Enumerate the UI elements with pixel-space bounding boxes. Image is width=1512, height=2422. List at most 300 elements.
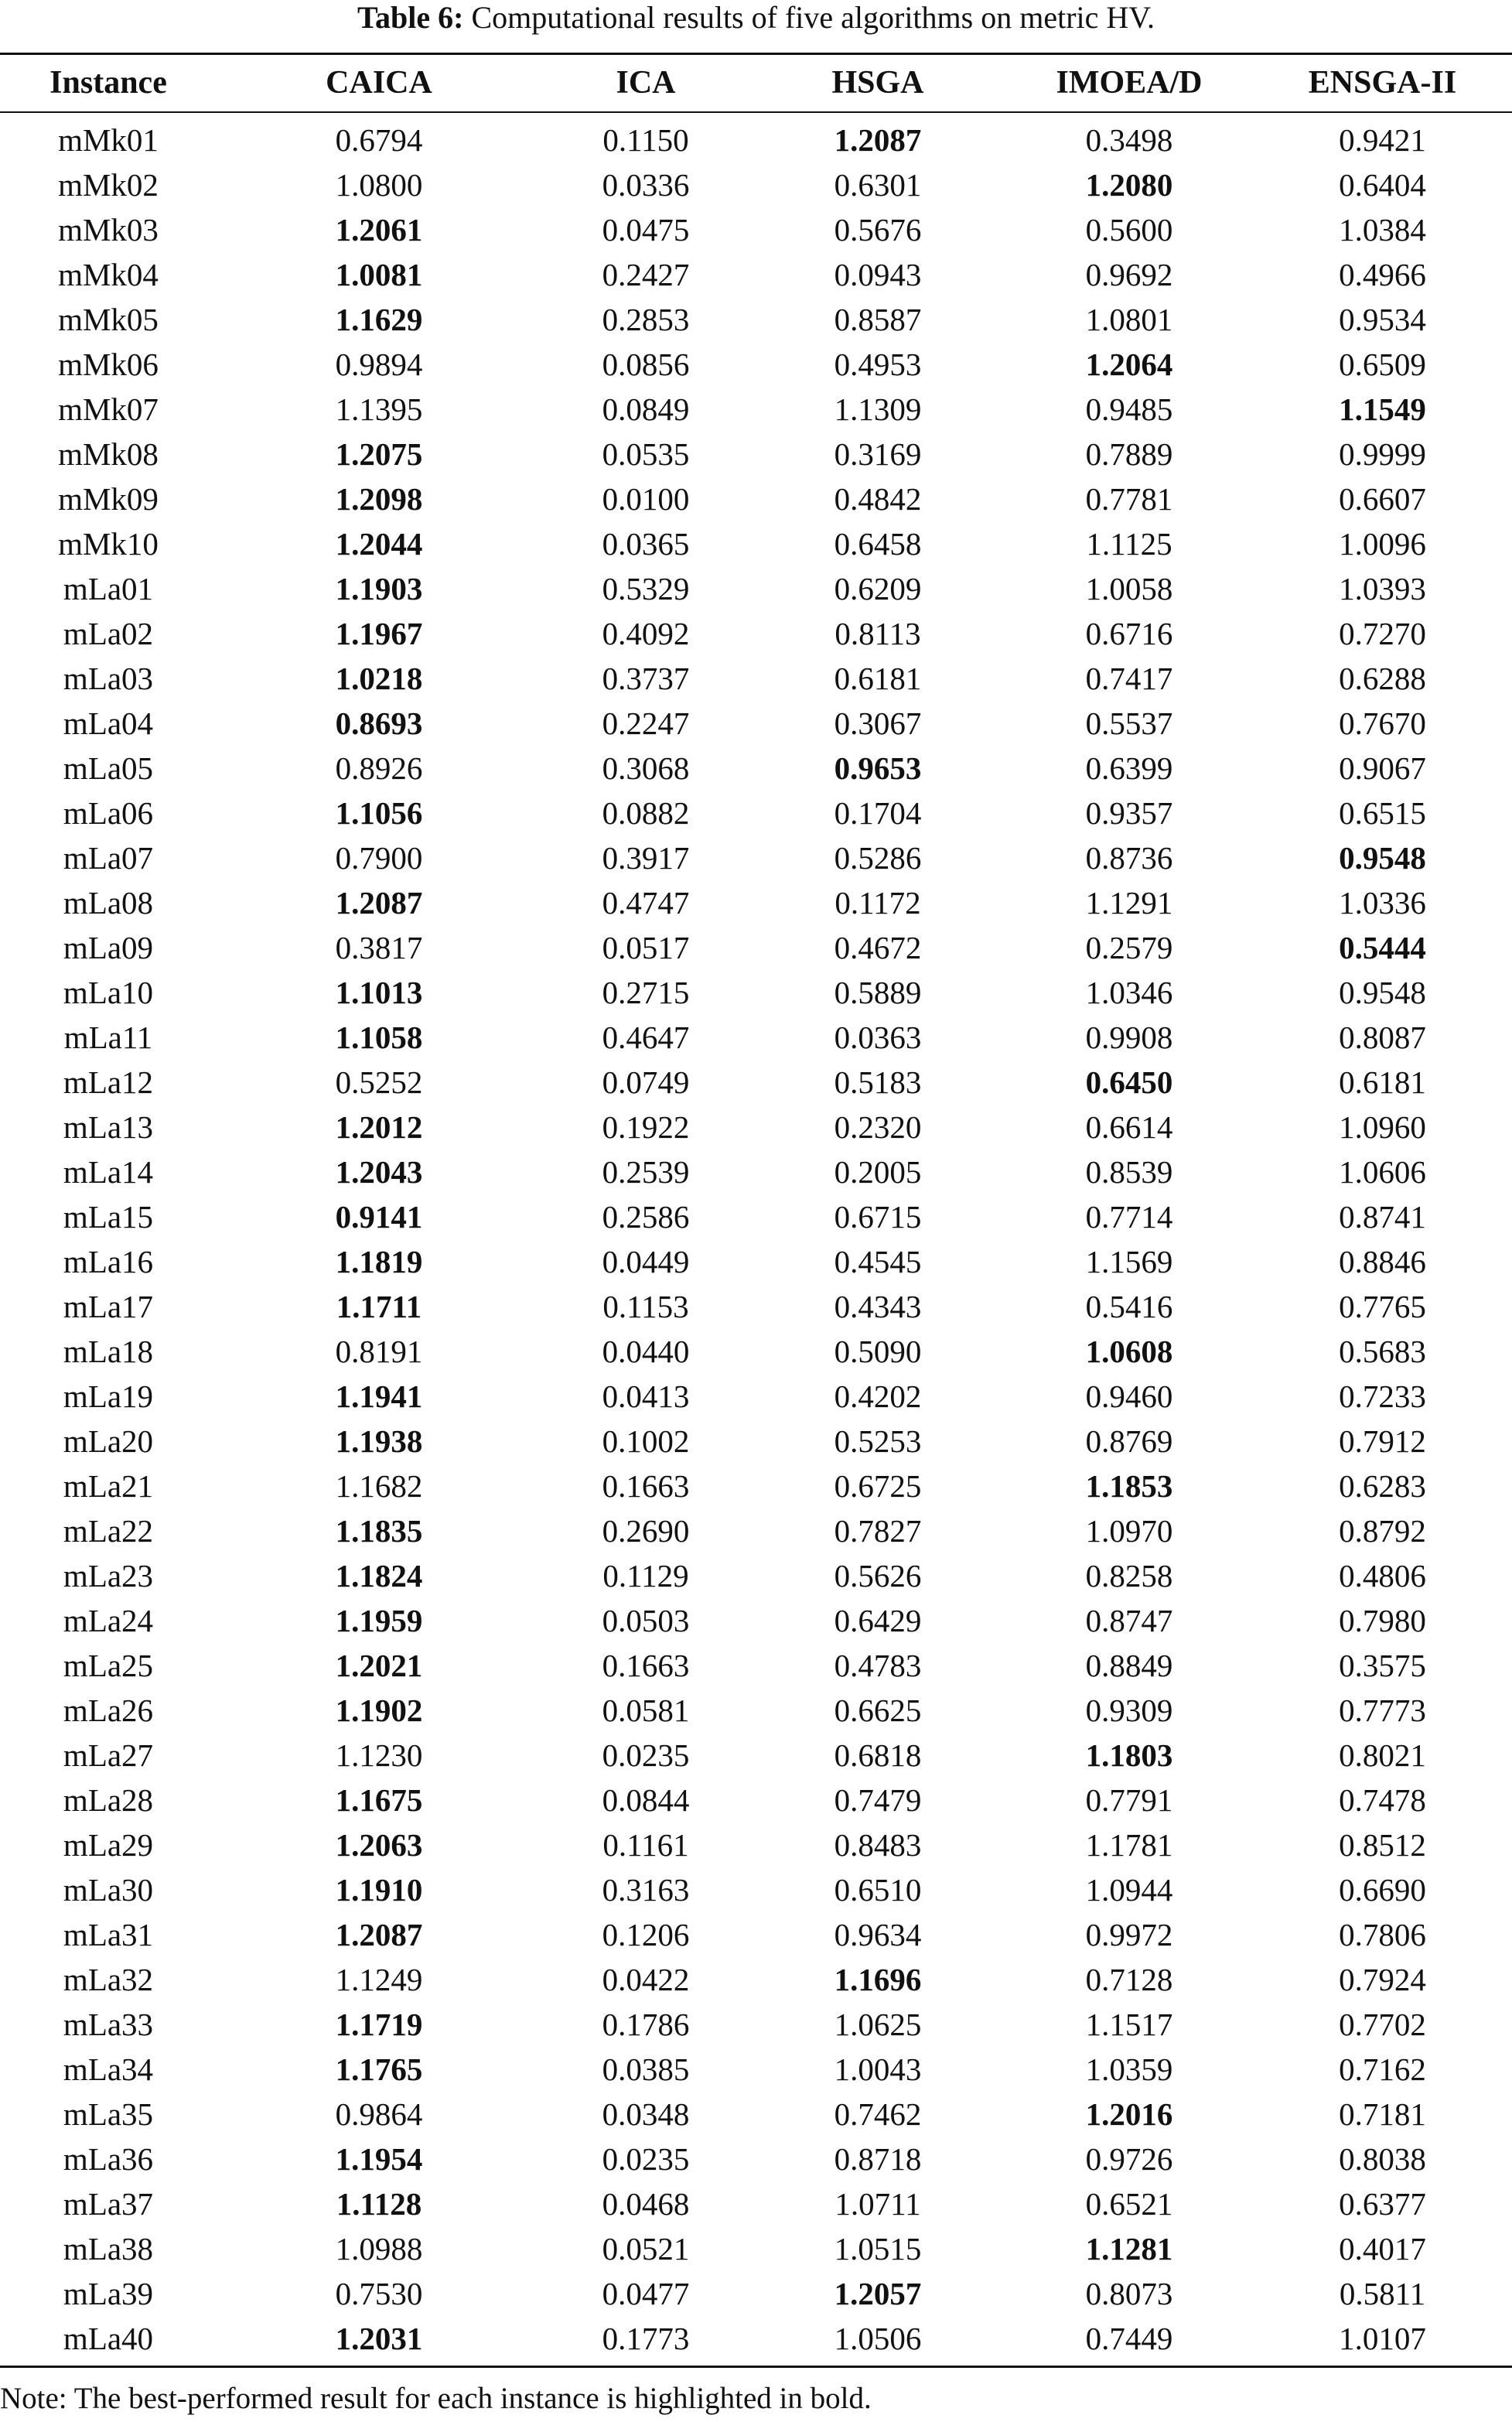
value-cell-ica: 0.0849 [602, 391, 690, 427]
value-cell-ica: 0.1129 [602, 1558, 689, 1594]
value-cell-imoead: 1.1569 [1085, 1244, 1173, 1279]
instance-cell: mLa15 [63, 1199, 154, 1235]
value-cell-caica: 1.1910 [335, 1872, 423, 1908]
instance-cell: mLa17 [63, 1289, 154, 1324]
value-cell-ica: 0.2427 [602, 257, 690, 292]
value-cell-ensga-ii: 0.6690 [1339, 1872, 1426, 1908]
table-row [0, 880, 1512, 925]
value-cell-ica: 0.1161 [602, 1827, 689, 1863]
value-cell-ensga-ii: 0.8021 [1339, 1737, 1426, 1773]
instance-cell: mLa40 [63, 2321, 154, 2356]
value-cell-hsga: 0.9653 [834, 750, 922, 786]
value-cell-ica: 0.0468 [602, 2186, 690, 2222]
value-cell-ensga-ii: 0.3575 [1339, 1648, 1426, 1683]
table-row [0, 1553, 1512, 1598]
value-cell-imoead: 0.5537 [1085, 705, 1173, 741]
value-cell-ensga-ii: 0.9999 [1339, 436, 1426, 472]
value-cell-hsga: 1.0711 [835, 2186, 921, 2222]
value-cell-ensga-ii: 0.7478 [1339, 1782, 1426, 1818]
table-row [0, 118, 1512, 162]
value-cell-imoead: 0.9460 [1085, 1378, 1173, 1414]
value-cell-caica: 1.1056 [335, 795, 423, 831]
value-cell-hsga: 0.4842 [834, 481, 922, 517]
value-cell-ica: 0.1922 [602, 1109, 690, 1145]
value-cell-ensga-ii: 0.7912 [1339, 1423, 1426, 1459]
value-cell-hsga: 0.5889 [834, 975, 922, 1010]
value-cell-hsga: 0.7827 [834, 1513, 922, 1549]
value-cell-ica: 0.0235 [602, 1737, 690, 1773]
value-cell-caica: 1.2031 [335, 2321, 423, 2356]
value-cell-hsga: 0.8718 [834, 2141, 922, 2177]
value-cell-ica: 0.0844 [602, 1782, 690, 1818]
table-row [0, 835, 1512, 880]
value-cell-caica: 1.2063 [335, 1827, 423, 1863]
instance-cell: mMk06 [58, 347, 159, 382]
value-cell-ica: 0.0365 [602, 526, 690, 562]
value-cell-caica: 1.2044 [335, 526, 423, 562]
value-cell-caica: 1.1824 [335, 1558, 423, 1594]
value-cell-ica: 0.4647 [602, 1020, 690, 1055]
value-cell-ica: 0.0517 [602, 930, 690, 965]
results-table [0, 57, 1512, 2361]
value-cell-ica: 0.2853 [602, 302, 690, 337]
value-cell-hsga: 0.6209 [834, 571, 922, 606]
table-row [0, 2226, 1512, 2271]
value-cell-imoead: 0.5416 [1085, 1289, 1173, 1324]
value-cell-caica: 1.1903 [335, 571, 423, 606]
instance-cell: mLa23 [63, 1558, 154, 1594]
column-header-imoead: IMOEA/D [1056, 65, 1203, 101]
value-cell-ensga-ii: 0.7773 [1339, 1693, 1426, 1728]
value-cell-ensga-ii: 0.9548 [1339, 840, 1426, 876]
value-cell-ensga-ii: 0.9534 [1339, 302, 1426, 337]
value-cell-ica: 0.2586 [602, 1199, 690, 1235]
value-cell-ica: 0.0235 [602, 2141, 690, 2177]
value-cell-caica: 0.7530 [335, 2276, 423, 2311]
value-cell-hsga: 0.4545 [834, 1244, 922, 1279]
value-cell-imoead: 0.6614 [1085, 1109, 1173, 1145]
table-row [0, 1329, 1512, 1374]
value-cell-ensga-ii: 0.5811 [1339, 2276, 1426, 2311]
value-cell-caica: 0.8693 [335, 705, 423, 741]
value-cell-ensga-ii: 1.0107 [1339, 2321, 1426, 2356]
instance-cell: mLa01 [63, 571, 154, 606]
value-cell-caica: 1.0081 [335, 257, 423, 292]
instance-cell: mMk01 [58, 122, 159, 158]
value-cell-hsga: 0.7462 [834, 2096, 922, 2132]
value-cell-imoead: 0.8539 [1085, 1154, 1173, 1190]
value-cell-imoead: 1.1125 [1086, 526, 1172, 562]
value-cell-ensga-ii: 0.4017 [1339, 2231, 1426, 2267]
instance-cell: mLa11 [63, 1020, 153, 1055]
value-cell-hsga: 0.6301 [834, 167, 922, 203]
value-cell-imoead: 0.9485 [1085, 391, 1173, 427]
value-cell-hsga: 0.5090 [834, 1334, 922, 1369]
value-cell-imoead: 0.9908 [1085, 1020, 1173, 1055]
value-cell-hsga: 0.5626 [834, 1558, 922, 1594]
table-row [0, 1464, 1512, 1508]
value-cell-hsga: 0.4783 [834, 1648, 922, 1683]
table-row [0, 342, 1512, 387]
value-cell-ica: 0.0503 [602, 1603, 690, 1638]
table-row [0, 432, 1512, 477]
instance-cell: mLa10 [63, 975, 154, 1010]
instance-cell: mLa07 [63, 840, 154, 876]
header-row [0, 57, 1512, 108]
value-cell-ensga-ii: 0.6509 [1339, 347, 1426, 382]
value-cell-ensga-ii: 0.6377 [1339, 2186, 1426, 2222]
table-row [0, 656, 1512, 701]
value-cell-imoead: 1.1781 [1085, 1827, 1173, 1863]
value-cell-ica: 0.2539 [602, 1154, 690, 1190]
value-cell-imoead: 0.8769 [1085, 1423, 1173, 1459]
table-row [0, 2137, 1512, 2181]
instance-cell: mLa12 [63, 1064, 154, 1100]
table-row [0, 1239, 1512, 1284]
instance-cell: mMk05 [58, 302, 159, 337]
value-cell-imoead: 0.7128 [1085, 1962, 1173, 1997]
value-cell-ensga-ii: 1.0384 [1339, 212, 1426, 248]
value-cell-hsga: 0.2320 [834, 1109, 922, 1145]
column-header-hsga: HSGA [831, 65, 924, 101]
instance-cell: mLa19 [63, 1378, 154, 1414]
instance-cell: mLa36 [63, 2141, 154, 2177]
table-row [0, 1867, 1512, 1912]
bottom-rule [0, 2366, 1512, 2368]
value-cell-imoead: 1.1803 [1085, 1737, 1173, 1773]
value-cell-ica: 0.4747 [602, 885, 690, 921]
table-row [0, 701, 1512, 746]
caption-label: Table 6: [357, 0, 464, 35]
value-cell-hsga: 0.6715 [834, 1199, 922, 1235]
instance-cell: mLa13 [63, 1109, 154, 1145]
value-cell-imoead: 0.3498 [1085, 122, 1173, 158]
value-cell-imoead: 1.1853 [1085, 1468, 1173, 1504]
instance-cell: mLa28 [63, 1782, 154, 1818]
value-cell-imoead: 1.1281 [1085, 2231, 1173, 2267]
value-cell-ensga-ii: 0.9548 [1339, 975, 1426, 1010]
value-cell-caica: 1.1941 [335, 1378, 423, 1414]
value-cell-imoead: 0.8736 [1085, 840, 1173, 876]
value-cell-imoead: 1.1291 [1085, 885, 1173, 921]
value-cell-ica: 0.0477 [602, 2276, 690, 2311]
table-row [0, 1284, 1512, 1329]
table-row [0, 252, 1512, 297]
value-cell-ica: 0.3068 [602, 750, 690, 786]
value-cell-ensga-ii: 0.7670 [1339, 705, 1426, 741]
value-cell-imoead: 0.9726 [1085, 2141, 1173, 2177]
value-cell-caica: 1.1719 [335, 2007, 423, 2042]
column-header-instance: Instance [49, 65, 167, 101]
value-cell-ica: 0.0385 [602, 2051, 690, 2087]
value-cell-hsga: 0.6181 [834, 661, 922, 696]
value-cell-ensga-ii: 1.0096 [1339, 526, 1426, 562]
instance-cell: mMk03 [58, 212, 159, 248]
value-cell-caica: 1.2087 [335, 885, 423, 921]
value-cell-imoead: 0.8258 [1085, 1558, 1173, 1594]
value-cell-imoead: 0.7889 [1085, 436, 1173, 472]
value-cell-ica: 0.1786 [602, 2007, 690, 2042]
instance-cell: mLa22 [63, 1513, 154, 1549]
value-cell-ica: 0.1002 [602, 1423, 690, 1459]
value-cell-ensga-ii: 0.6181 [1339, 1064, 1426, 1100]
value-cell-ensga-ii: 0.5444 [1339, 930, 1426, 965]
value-cell-ensga-ii: 0.8512 [1339, 1827, 1426, 1863]
table-row [0, 1374, 1512, 1419]
value-cell-hsga: 0.2005 [834, 1154, 922, 1190]
value-cell-caica: 0.5252 [335, 1064, 423, 1100]
value-cell-caica: 0.8926 [335, 750, 423, 786]
value-cell-imoead: 0.6450 [1085, 1064, 1173, 1100]
value-cell-imoead: 0.7417 [1085, 661, 1173, 696]
instance-cell: mLa38 [63, 2231, 154, 2267]
value-cell-ensga-ii: 0.6283 [1339, 1468, 1426, 1504]
value-cell-ensga-ii: 0.6288 [1339, 661, 1426, 696]
value-cell-hsga: 0.4672 [834, 930, 922, 965]
value-cell-hsga: 0.5676 [834, 212, 922, 248]
value-cell-ica: 0.0521 [602, 2231, 690, 2267]
value-cell-ensga-ii: 0.7233 [1339, 1378, 1426, 1414]
value-cell-caica: 1.2021 [335, 1648, 423, 1683]
table-row [0, 1733, 1512, 1778]
value-cell-imoead: 0.9309 [1085, 1693, 1173, 1728]
instance-cell: mMk10 [58, 526, 159, 562]
value-cell-imoead: 0.6521 [1085, 2186, 1173, 2222]
instance-cell: mLa05 [63, 750, 154, 786]
instance-cell: mLa06 [63, 795, 154, 831]
value-cell-ica: 0.1153 [602, 1289, 689, 1324]
value-cell-ensga-ii: 1.0336 [1339, 885, 1426, 921]
table-body [0, 118, 1512, 2361]
value-cell-hsga: 0.8587 [834, 302, 922, 337]
instance-cell: mLa33 [63, 2007, 154, 2042]
table-row [0, 1150, 1512, 1194]
value-cell-ica: 0.0749 [602, 1064, 690, 1100]
value-cell-hsga: 0.6625 [834, 1693, 922, 1728]
value-cell-hsga: 0.1172 [835, 885, 921, 921]
table-row [0, 1688, 1512, 1733]
instance-cell: mMk07 [58, 391, 159, 427]
value-cell-caica: 1.0800 [335, 167, 423, 203]
caption-text: Computational results of five algorithms on metric HV. [471, 0, 1155, 35]
instance-cell: mLa08 [63, 885, 154, 921]
value-cell-ensga-ii: 0.7702 [1339, 2007, 1426, 2042]
table-row [0, 1912, 1512, 1957]
value-cell-hsga: 0.6510 [834, 1872, 922, 1908]
value-cell-ensga-ii: 0.4806 [1339, 1558, 1426, 1594]
table-row [0, 1419, 1512, 1464]
value-cell-imoead: 1.2016 [1085, 2096, 1173, 2132]
value-cell-hsga: 0.6818 [834, 1737, 922, 1773]
value-cell-ica: 0.0100 [602, 481, 690, 517]
value-cell-hsga: 1.0043 [834, 2051, 922, 2087]
table-note: Note: The best-performed result for each instance is highlighted in bold. [0, 2382, 872, 2415]
value-cell-ica: 0.1663 [602, 1468, 690, 1504]
value-cell-hsga: 0.8113 [835, 616, 921, 651]
value-cell-ensga-ii: 0.7980 [1339, 1603, 1426, 1638]
value-cell-imoead: 1.2080 [1085, 167, 1173, 203]
value-cell-hsga: 1.0515 [834, 2231, 922, 2267]
value-cell-ica: 0.0856 [602, 347, 690, 382]
value-cell-ica: 0.0581 [602, 1693, 690, 1728]
value-cell-ensga-ii: 0.9067 [1339, 750, 1426, 786]
table-row [0, 162, 1512, 207]
value-cell-hsga: 0.4343 [834, 1289, 922, 1324]
value-cell-hsga: 0.4953 [834, 347, 922, 382]
value-cell-imoead: 0.6399 [1085, 750, 1173, 786]
value-cell-ica: 0.2690 [602, 1513, 690, 1549]
value-cell-caica: 0.9141 [335, 1199, 423, 1235]
table-row [0, 791, 1512, 835]
value-cell-caica: 1.2061 [335, 212, 423, 248]
value-cell-ica: 0.0882 [602, 795, 690, 831]
instance-cell: mLa29 [63, 1827, 154, 1863]
instance-cell: mLa14 [63, 1154, 154, 1190]
value-cell-caica: 1.1249 [335, 1962, 423, 1997]
instance-cell: mLa09 [63, 930, 154, 965]
value-cell-hsga: 0.6725 [834, 1468, 922, 1504]
instance-cell: mLa30 [63, 1872, 154, 1908]
instance-cell: mLa35 [63, 2096, 154, 2132]
value-cell-imoead: 1.0608 [1085, 1334, 1173, 1369]
value-cell-ica: 0.0422 [602, 1962, 690, 1997]
table-row [0, 1060, 1512, 1105]
table-header [0, 57, 1512, 118]
value-cell-imoead: 0.8849 [1085, 1648, 1173, 1683]
instance-cell: mMk08 [58, 436, 159, 472]
value-cell-imoead: 1.0944 [1085, 1872, 1173, 1908]
value-cell-hsga: 0.5253 [834, 1423, 922, 1459]
value-cell-ica: 0.2715 [602, 975, 690, 1010]
value-cell-imoead: 0.6716 [1085, 616, 1173, 651]
value-cell-ensga-ii: 0.4966 [1339, 257, 1426, 292]
value-cell-ica: 0.0413 [602, 1378, 690, 1414]
instance-cell: mLa27 [63, 1737, 154, 1773]
instance-cell: mMk02 [58, 167, 159, 203]
value-cell-caica: 1.1765 [335, 2051, 423, 2087]
instance-cell: mLa32 [63, 1962, 154, 1997]
value-cell-ensga-ii: 0.7806 [1339, 1917, 1426, 1952]
table-row [0, 2271, 1512, 2316]
value-cell-hsga: 1.2087 [834, 122, 922, 158]
instance-cell: mLa24 [63, 1603, 154, 1638]
value-cell-caica: 1.1058 [335, 1020, 423, 1055]
value-cell-ensga-ii: 0.8038 [1339, 2141, 1426, 2177]
table-row [0, 970, 1512, 1015]
value-cell-ensga-ii: 0.6404 [1339, 167, 1426, 203]
value-cell-ensga-ii: 0.7765 [1339, 1289, 1426, 1324]
value-cell-caica: 1.2012 [335, 1109, 423, 1145]
value-cell-ica: 0.0440 [602, 1334, 690, 1369]
value-cell-hsga: 0.6429 [834, 1603, 922, 1638]
table-row [0, 477, 1512, 521]
value-cell-ensga-ii: 0.8846 [1339, 1244, 1426, 1279]
table-row [0, 1822, 1512, 1867]
value-cell-hsga: 1.0625 [834, 2007, 922, 2042]
value-cell-hsga: 1.2057 [834, 2276, 922, 2311]
value-cell-ica: 0.3163 [602, 1872, 690, 1908]
table-caption [0, 0, 1512, 39]
value-cell-caica: 1.1835 [335, 1513, 423, 1549]
value-cell-imoead: 0.9357 [1085, 795, 1173, 831]
value-cell-ensga-ii: 0.6515 [1339, 795, 1426, 831]
value-cell-ica: 0.0449 [602, 1244, 690, 1279]
table-row [0, 2047, 1512, 2092]
value-cell-ensga-ii: 0.5683 [1339, 1334, 1426, 1369]
value-cell-caica: 1.1954 [335, 2141, 423, 2177]
table-row [0, 207, 1512, 252]
value-cell-caica: 1.1967 [335, 616, 423, 651]
value-cell-caica: 1.1902 [335, 1693, 423, 1728]
instance-cell: mLa02 [63, 616, 154, 651]
value-cell-imoead: 0.8073 [1085, 2276, 1173, 2311]
value-cell-imoead: 0.9972 [1085, 1917, 1173, 1952]
value-cell-caica: 1.2098 [335, 481, 423, 517]
value-cell-caica: 0.8191 [335, 1334, 423, 1369]
instance-cell: mMk04 [58, 257, 159, 292]
table-row [0, 1643, 1512, 1688]
value-cell-ica: 0.3917 [602, 840, 690, 876]
table-row [0, 2181, 1512, 2226]
value-cell-imoead: 1.0801 [1085, 302, 1173, 337]
value-cell-ensga-ii: 1.1549 [1339, 391, 1426, 427]
value-cell-imoead: 0.5600 [1085, 212, 1173, 248]
value-cell-caica: 1.1959 [335, 1603, 423, 1638]
value-cell-ica: 0.0475 [602, 212, 690, 248]
instance-cell: mLa20 [63, 1423, 154, 1459]
value-cell-hsga: 1.1696 [834, 1962, 922, 1997]
instance-cell: mLa39 [63, 2276, 154, 2311]
value-cell-hsga: 0.5286 [834, 840, 922, 876]
value-cell-caica: 1.2043 [335, 1154, 423, 1190]
value-cell-ica: 0.5329 [602, 571, 690, 606]
value-cell-caica: 1.2075 [335, 436, 423, 472]
value-cell-caica: 1.1819 [335, 1244, 423, 1279]
value-cell-ensga-ii: 0.7181 [1339, 2096, 1426, 2132]
value-cell-ica: 0.1206 [602, 1917, 690, 1952]
value-cell-caica: 1.1230 [335, 1737, 423, 1773]
value-cell-imoead: 0.2579 [1085, 930, 1173, 965]
value-cell-caica: 0.3817 [335, 930, 423, 965]
instance-cell: mLa21 [63, 1468, 154, 1504]
value-cell-ensga-ii: 0.7162 [1339, 2051, 1426, 2087]
instance-cell: mLa16 [63, 1244, 154, 1279]
value-cell-hsga: 0.4202 [834, 1378, 922, 1414]
value-cell-hsga: 0.6458 [834, 526, 922, 562]
value-cell-ica: 0.4092 [602, 616, 690, 651]
table-row [0, 2092, 1512, 2137]
value-cell-hsga: 0.9634 [834, 1917, 922, 1952]
instance-cell: mLa04 [63, 705, 154, 741]
value-cell-caica: 1.0988 [335, 2231, 423, 2267]
table-row [0, 925, 1512, 970]
column-header-ensga-ii: ENSGA-II [1308, 65, 1457, 101]
value-cell-imoead: 1.2064 [1085, 347, 1173, 382]
instance-cell: mLa18 [63, 1334, 154, 1369]
table-row [0, 1105, 1512, 1150]
value-cell-hsga: 0.3169 [834, 436, 922, 472]
value-cell-ensga-ii: 0.7924 [1339, 1962, 1426, 1997]
value-cell-caica: 1.1128 [336, 2186, 422, 2222]
value-cell-ensga-ii: 1.0393 [1339, 571, 1426, 606]
value-cell-ica: 0.0336 [602, 167, 690, 203]
table-row [0, 297, 1512, 342]
value-cell-imoead: 1.0058 [1085, 571, 1173, 606]
value-cell-hsga: 0.0943 [834, 257, 922, 292]
value-cell-ica: 0.1663 [602, 1648, 690, 1683]
value-cell-ensga-ii: 0.9421 [1339, 122, 1426, 158]
value-cell-caica: 1.1013 [335, 975, 423, 1010]
